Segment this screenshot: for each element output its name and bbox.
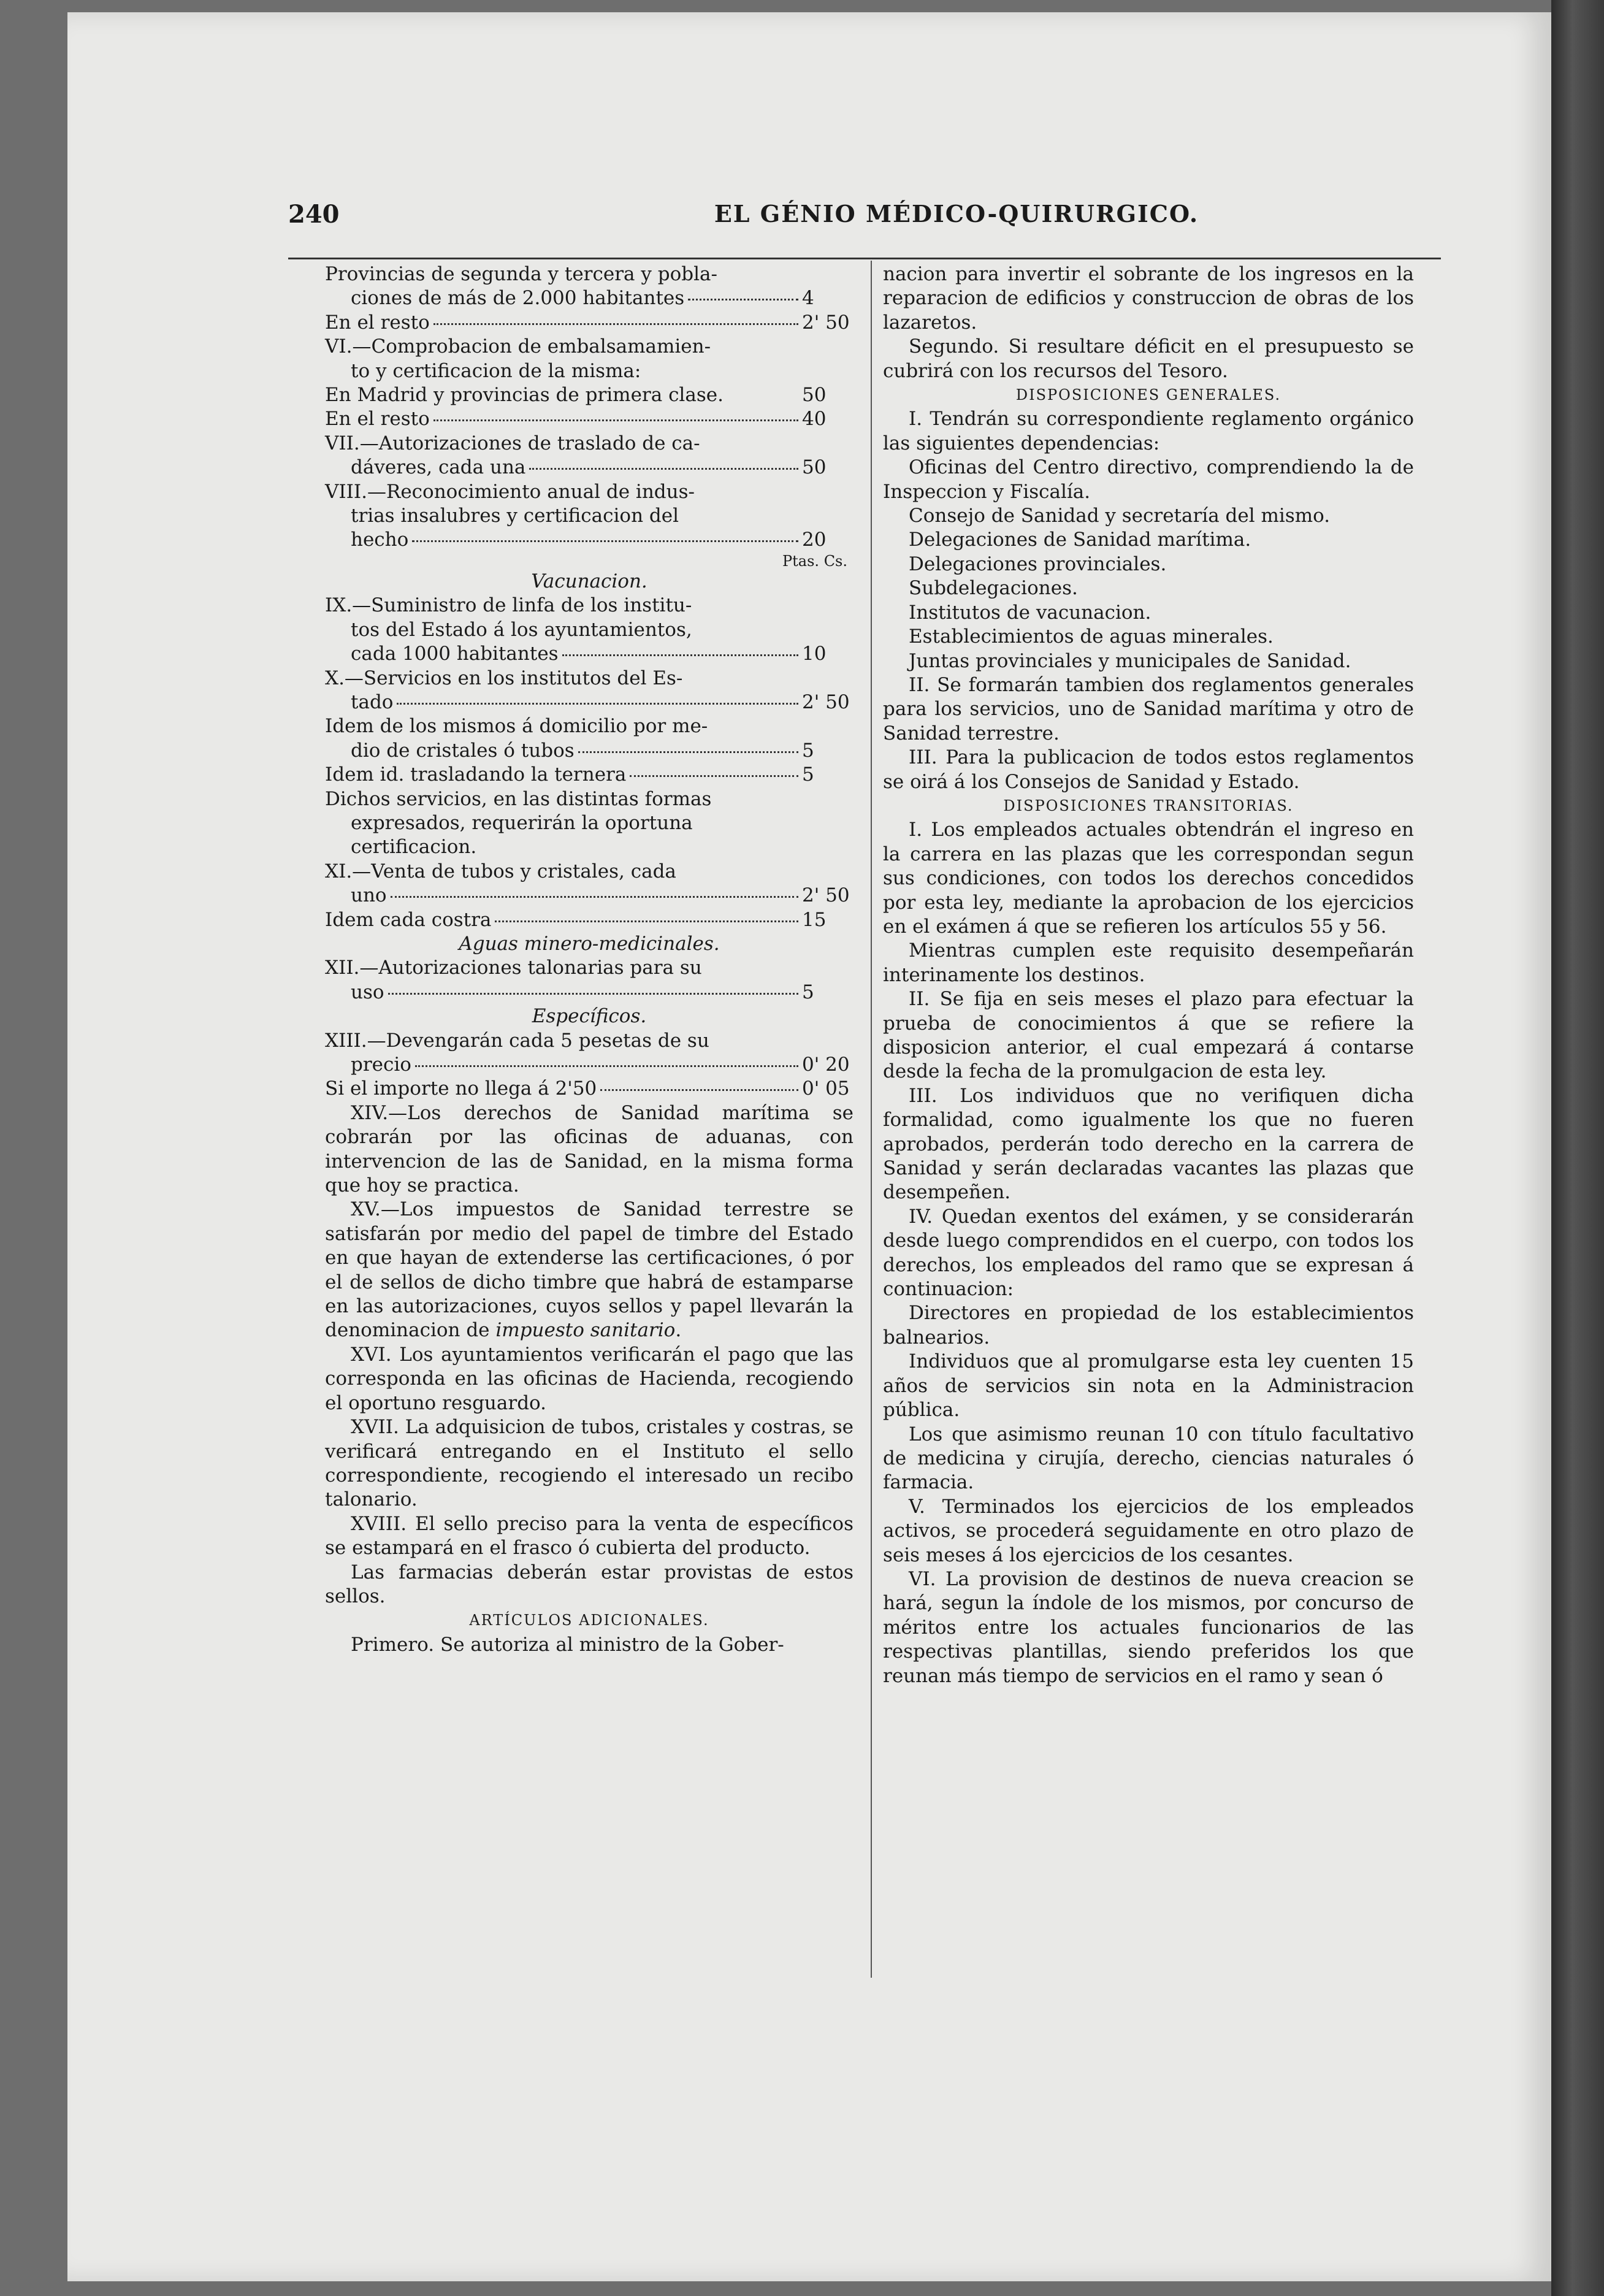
tariff-line: Dichos servicios, en las distintas formas bbox=[325, 787, 712, 810]
tariff-line: Idem de los mismos á domicilio por me- bbox=[325, 715, 708, 738]
tariff-line: Si el importe no llega á 2'50 0' 05 bbox=[325, 1077, 850, 1100]
column-divider bbox=[871, 261, 872, 1978]
tariff-line: tos del Estado á los ayuntamientos, bbox=[351, 618, 692, 641]
tariff-line: ciones de más de 2.000 habitantes 4 bbox=[351, 287, 814, 310]
tariff-line: expresados, requerirán la oportuna bbox=[351, 811, 693, 834]
section-heading: Específicos. bbox=[532, 1005, 647, 1028]
transitory-i: I. Los empleados actuales obtendrán el ingreso en la carrera en las plazas que les correspondan segun sus condiciones, con todos los derechos concedidos por esta ley, mediante la aprobacion de los ejercicios en el exámen á que se refieren los artículos 55 y 56. bbox=[883, 819, 1414, 938]
dependency-item: Delegaciones de Sanidad marítima. bbox=[909, 529, 1251, 551]
page-header bbox=[288, 196, 1441, 239]
tariff-line: IX.—Suministro de linfa de los institu- bbox=[325, 594, 692, 617]
tariff-line: VIII.—Reconocimiento anual de indus- bbox=[325, 480, 695, 503]
transitory-iv: IV. Quedan exentos del exámen, y se considerarán desde luego comprendidos en el cuerpo, con todos los derechos, los empleados del ramo que se expresan á continuacion: bbox=[883, 1205, 1414, 1301]
tariff-line: trias insalubres y certificacion del bbox=[351, 505, 679, 527]
transitory-vi: VI. La provision de destinos de nueva creacion se hará, segun la índole de los mismos, por concurso de méritos entre los actuales funcionarios de las respectivas plantillas, siendo preferidos los que reunan más tiempo de servicios en el ramo y sean ó bbox=[883, 1567, 1414, 1687]
section-heading: Vacunacion. bbox=[531, 570, 647, 592]
left-column bbox=[325, 262, 854, 1657]
tariff-line: Provincias de segunda y tercera y pobla- bbox=[325, 263, 717, 285]
article-xvii: XVII. La adquisicion de tubos, cristales y costras, se verificará entregando en el Instituto el sello correspondiente, recogiendo el interesado un recibo talonario. bbox=[325, 1416, 854, 1511]
running-title: EL GÉNIO MÉDICO-QUIRURGICO. bbox=[714, 200, 1199, 228]
tariff-line: XI.—Venta de tubos y cristales, cada bbox=[325, 860, 676, 882]
tariff-line: dio de cristales ó tubos 5 bbox=[351, 739, 814, 762]
transitory-note: Mientras cumplen este requisito desempeñarán interinamente los destinos. bbox=[883, 939, 1414, 986]
tariff-line: X.—Servicios en los institutos del Es- bbox=[325, 667, 683, 689]
dependency-item: Consejo de Sanidad y secretaría del mismo. bbox=[909, 505, 1331, 527]
tariff-line: XII.—Autorizaciones talonarias para su bbox=[325, 957, 702, 979]
header-rule bbox=[288, 258, 1441, 259]
tariff-line: precio 0' 20 bbox=[351, 1054, 850, 1076]
dependency-item: Institutos de vacunacion. bbox=[909, 601, 1151, 624]
tariff-line: to y certificacion de la misma: bbox=[351, 359, 641, 382]
section-heading: DISPOSICIONES TRANSITORIAS. bbox=[1003, 797, 1294, 814]
section-heading: ARTÍCULOS ADICIONALES. bbox=[469, 1612, 709, 1629]
transitory-iii: III. Los individuos que no verifiquen dicha formalidad, como igualmente los que no fueren aprobados, perderán todo derecho en la carrera de Sanidad y serán declaradas vacantes las plazas que desempeñen. bbox=[883, 1084, 1414, 1204]
tariff-line: VII.—Autorizaciones de traslado de ca- bbox=[325, 432, 700, 454]
tariff-line: Idem id. trasladando la ternera 5 bbox=[325, 763, 814, 786]
transitory-ii: II. Se fija en seis meses el plazo para efectuar la prueba de conocimientos á que se refiere la disposicion anterior, el cual empezará á contarse desde la fecha de la promulgacion de esta ley. bbox=[883, 988, 1414, 1083]
article-primero: Primero. Se autoriza al ministro de la Gober- bbox=[351, 1633, 784, 1656]
dependency-item: Delegaciones provinciales. bbox=[909, 553, 1167, 575]
tariff-line: En el resto 40 bbox=[325, 408, 827, 431]
tariff-line: En el resto 2' 50 bbox=[325, 311, 850, 334]
tariff-line: cada 1000 habitantes 10 bbox=[351, 643, 827, 665]
continued-paragraph: nacion para invertir el sobrante de los ingresos en la reparacion de edificios y construccion de obras de los lazaretos. bbox=[883, 263, 1414, 334]
tariff-line: En Madrid y provincias de primera clase. 50 bbox=[325, 384, 827, 407]
right-column bbox=[883, 262, 1414, 1688]
tariff-line: hecho 20 bbox=[351, 529, 827, 551]
tariff-line: tado 2' 50 bbox=[351, 691, 850, 713]
article-xv: XV.—Los impuestos de Sanidad terrestre se satisfarán por medio del papel de timbre del Estado en que hayan de extenderse las certificaciones, ó por el de sellos de dicho timbre que habrá de estamparse en las autorizaciones, cuyos sellos y papel llevarán la denominacion de impuesto sanitario. bbox=[325, 1198, 854, 1342]
dependency-item: Oficinas del Centro directivo, comprendiendo la de Inspeccion y Fiscalía. bbox=[883, 456, 1414, 503]
exempt-item: Individuos que al promulgarse esta ley cuenten 15 años de servicios sin nota en la Administracion pública. bbox=[883, 1350, 1414, 1422]
general-i: I. Tendrán su correspondiente reglamento orgánico las siguientes dependencias: bbox=[883, 408, 1414, 454]
general-iii: III. Para la publicacion de todos estos reglamentos se oirá á los Consejos de Sanidad y Estado. bbox=[883, 746, 1414, 793]
article-xviii: XVIII. El sello preciso para la venta de específicos se estampará en el frasco ó cubierta del producto. bbox=[325, 1512, 854, 1559]
article-xiv: XIV.—Los derechos de Sanidad marítima se cobrarán por las oficinas de aduanas, con intervencion de las de Sanidad, en la misma forma que hoy se practica. bbox=[325, 1101, 854, 1197]
article-segundo: Segundo. Si resultare déficit en el presupuesto se cubrirá con los recursos del Tesoro. bbox=[883, 335, 1414, 382]
tariff-line: uno 2' 50 bbox=[351, 884, 850, 907]
general-ii: II. Se formarán tambien dos reglamentos generales para los servicios, uno de Sanidad marítima y otro de Sanidad terrestre. bbox=[883, 673, 1414, 744]
article-xvi: XVI. Los ayuntamientos verificarán el pago que las corresponda en las oficinas de Hacienda, recogiendo el oportuno resguardo. bbox=[325, 1343, 854, 1414]
exempt-item: Los que asimismo reunan 10 con título facultativo de medicina y cirujía, derecho, ciencias naturales ó farmacia. bbox=[883, 1423, 1414, 1494]
article-farmacias: Las farmacias deberán estar provistas de estos sellos. bbox=[325, 1561, 854, 1607]
tariff-line: certificacion. bbox=[351, 836, 477, 859]
section-heading: DISPOSICIONES GENERALES. bbox=[1015, 386, 1281, 404]
transitory-v: V. Terminados los ejercicios de los empleados activos, se procederá seguidamente en otro plazo de seis meses á los ejercicios de los cesantes. bbox=[883, 1495, 1414, 1566]
page-number: 240 bbox=[288, 200, 340, 229]
dependency-item: Subdelegaciones. bbox=[909, 577, 1078, 600]
dependency-item: Juntas provinciales y municipales de Sanidad. bbox=[909, 649, 1351, 672]
book-spine bbox=[1551, 0, 1604, 2296]
ptas-cs-header: Ptas. Cs. bbox=[782, 552, 847, 570]
dependency-item: Establecimientos de aguas minerales. bbox=[909, 626, 1274, 648]
tariff-line: dáveres, cada una 50 bbox=[351, 456, 827, 479]
exempt-item: Directores en propiedad de los establecimientos balnearios. bbox=[883, 1302, 1414, 1349]
tariff-line: uso 5 bbox=[351, 981, 814, 1003]
tariff-line: XIII.—Devengarán cada 5 pesetas de su bbox=[325, 1029, 709, 1052]
tariff-line: Idem cada costra 15 bbox=[325, 908, 827, 931]
tariff-line: VI.—Comprobacion de embalsamamien- bbox=[325, 335, 711, 358]
section-heading: Aguas minero-medicinales. bbox=[459, 932, 720, 955]
